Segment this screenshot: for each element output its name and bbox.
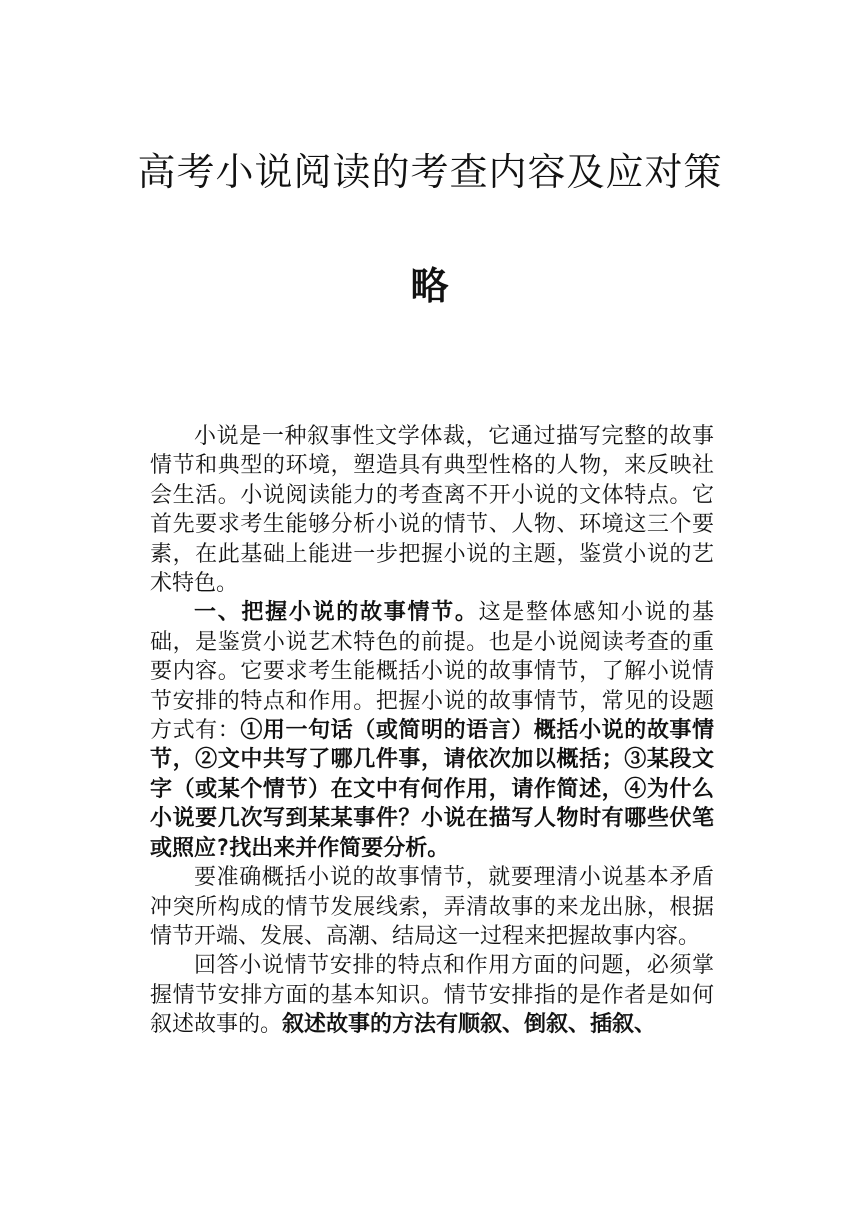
paragraph-intro-text: 小说是一种叙事性文学体裁，它通过描写完整的故事情节和典型的环境，塑造具有典型性格的人物，来反映社会生活。小说阅读能力的考查离不开小说的文体特点。它首先要求考生能够分析小说的情节、人物、环境这三个要素，在此基础上能进一步把握小说的主题，鉴赏小说的艺术特色。 [150,424,714,597]
document-body [150,422,714,1040]
paragraph-plot-summary [150,863,714,951]
document-title-line-1: 高考小说阅读的考查内容及应对策 [137,150,723,194]
document-title-line-2: 略 [410,263,450,308]
paragraph-plot-text: 这是整体感知小说的基础，是鉴赏小说艺术特色的前提。也是小说阅读考查的重要内容。它要求考生能概括小说的故事情节，了解小说情节安排的特点和作用。把握小说的故事情节，常见的设题方式有： [150,600,714,744]
paragraph-plot [150,598,714,863]
paragraph-plot-arrangement [150,951,714,1039]
paragraph-plot-summary-text: 要准确概括小说的故事情节，就要理清小说基本矛盾冲突所构成的情节发展线索，弄清故事的来龙出脉，根据情节开端、发展、高潮、结局这一过程来把握故事内容。 [150,865,714,949]
section-heading-plot: 一、把握小说的故事情节。 [194,599,479,626]
question-types-emphasis: ①用一句话（或简明的语言）概括小说的故事情节，②文中共写了哪几件事，请依次加以概括；③某段文字（或某个情节）在文中有何作用，请作简述，④为什么小说要几次写到某某事件？小说在描写人物时有哪些伏笔或照应?找出来并作简要分析。 [150,718,714,861]
paragraph-intro [150,422,714,598]
narration-methods-emphasis: 叙述故事的方法有顺叙、倒叙、插叙、 [282,1012,657,1038]
paragraph-plot-arrangement-text: 回答小说情节安排的特点和作用方面的问题，必须掌握情节安排方面的基本知识。情节安排指的是作者是如何叙述故事的。 [150,953,714,1038]
